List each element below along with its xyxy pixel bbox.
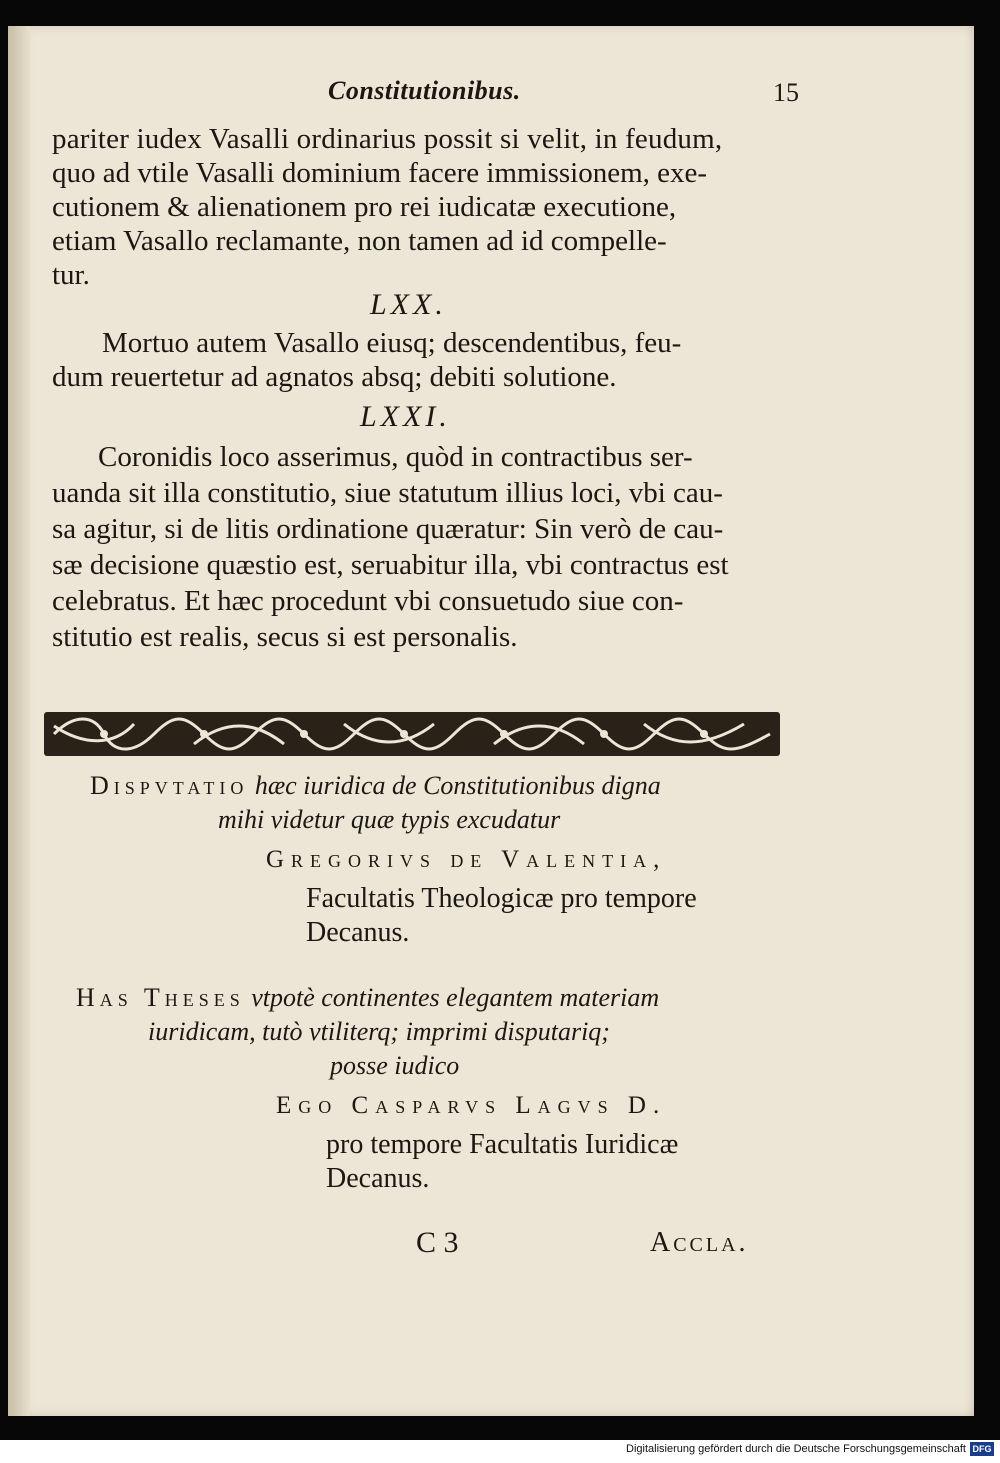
approval-role: pro tempore Facultatis Iuridicæ: [326, 1129, 679, 1160]
body-line: celebratus. Et hæc procedunt vbi consuetudo siue con-: [52, 585, 684, 617]
approval-line: mihi videtur quæ typis excudatur: [218, 805, 561, 834]
running-head: Constitutionibus.: [328, 76, 521, 105]
approval-signer: Gregorivs de Valentia,: [266, 846, 667, 873]
body-line: Mortuo autem Vasallo eiusq; descendentibus, feu-: [102, 327, 682, 359]
funding-note: Digitalisierung gefördert durch die Deutsche Forschungsgemeinschaft: [626, 1443, 966, 1455]
approval-line: [76, 982, 659, 1014]
ornament-band: [44, 706, 780, 762]
approval-role: Decanus.: [326, 1163, 430, 1194]
approval-role: Facultatis Theologicæ pro tempore: [306, 883, 697, 914]
approval-line: [90, 770, 661, 802]
approval-text: hæc iuridica de Constitutionibus digna: [254, 771, 661, 800]
body-line: pariter iudex Vasalli ordinarius possit si velit, in feudum,: [52, 123, 723, 155]
body-line: Coronidis loco asserimus, quòd in contractibus ser-: [98, 441, 693, 473]
body-line: tur.: [52, 259, 90, 291]
footer-bar: [0, 1440, 1000, 1463]
approval-text: vtpotè continentes elegantem materiam: [251, 983, 660, 1012]
approval-lead-word: Dispvtatio: [90, 771, 249, 800]
approval-role: Decanus.: [306, 917, 410, 948]
body-line: dum reuertetur ad agnatos absq; debiti solutione.: [52, 361, 617, 393]
catchword: Accla.: [650, 1227, 749, 1258]
body-line: quo ad vtile Vasalli dominium facere immissionem, exe-: [52, 157, 708, 189]
signature-mark: C 3: [416, 1226, 459, 1259]
body-line: sa agitur, si de litis ordinatione quæratur: Sin verò de cau-: [52, 513, 724, 545]
thesis-numeral: LXX.: [370, 288, 447, 321]
thesis-numeral: LXXI.: [360, 400, 451, 433]
body-line: sæ decisione quæstio est, seruabitur illa, vbi contractus est: [52, 549, 729, 581]
page-gutter: [8, 26, 30, 1416]
approval-line: posse iudico: [330, 1051, 460, 1080]
approval-lead-word: Has Theses: [76, 983, 245, 1012]
book-page: [8, 26, 974, 1416]
approval-line: iuridicam, tutò vtiliterq; imprimi disputariq;: [148, 1017, 610, 1046]
approval-signer: Ego Casparvs Lagvs D.: [276, 1092, 667, 1119]
dfg-logo-icon: DFG: [970, 1442, 994, 1456]
body-line: uanda sit illa constitutio, siue statutum illius loci, vbi cau-: [52, 477, 723, 509]
body-line: cutionem & alienationem pro rei iudicatæ executione,: [52, 191, 677, 223]
body-line: etiam Vasallo reclamante, non tamen ad id compelle-: [52, 225, 667, 257]
page-number: 15: [773, 78, 799, 107]
body-line: stitutio est realis, secus si est personalis.: [52, 621, 518, 653]
